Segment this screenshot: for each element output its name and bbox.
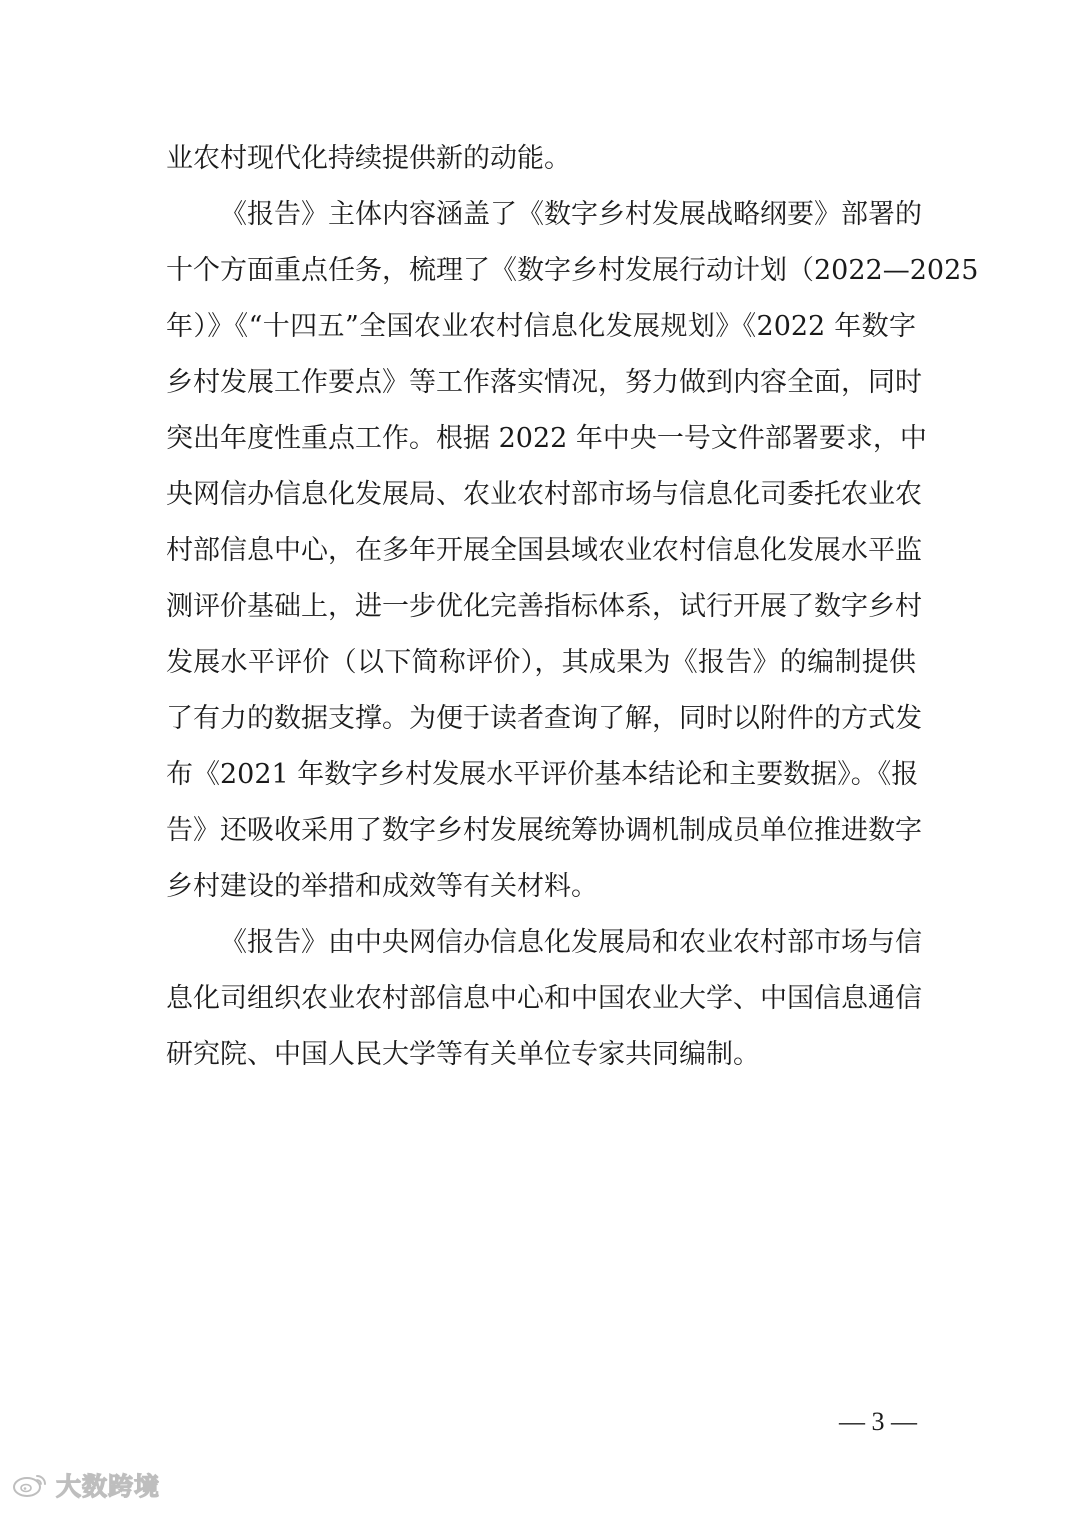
paragraph-2-line-7: 村部信息中心，在多年开展全国县域农业农村信息化发展水平监 xyxy=(166,535,922,566)
watermark xyxy=(10,1468,160,1502)
paragraph-2-line-9: 发展水平评价（以下简称评价），其成果为《报告》的编制提供 xyxy=(166,647,916,678)
paragraph-2-line-13: 乡村建设的举措和成效等有关材料。 xyxy=(166,871,598,902)
paragraph-2-line-12: 告》还吸收采用了数字乡村发展统筹协调机制成员单位推进数字 xyxy=(166,815,922,846)
paragraph-1-line-1: 业农村现代化持续提供新的动能。 xyxy=(166,143,571,174)
paragraph-2-line-8: 测评价基础上，进一步优化完善指标体系，试行开展了数字乡村 xyxy=(166,591,922,622)
paragraph-3-line-1: 《报告》由中央网信办信息化发展局和农业农村部市场与信 xyxy=(220,927,922,958)
paragraph-2-line-11: 布《2021 年数字乡村发展水平评价基本结论和主要数据》。《报 xyxy=(166,759,919,790)
page-number: — 3 — xyxy=(839,1407,917,1436)
weibo-logo-icon xyxy=(10,1472,50,1498)
paragraph-3-line-2: 息化司组织农业农村部信息中心和中国农业大学、中国信息通信 xyxy=(166,983,922,1014)
paragraph-2-line-3: 年）》《“十四五”全国农业农村信息化发展规划》《2022 年数字 xyxy=(166,311,916,342)
paragraph-2-line-2: 十个方面重点任务，梳理了《数字乡村发展行动计划（2022—2025 xyxy=(166,255,979,286)
paragraph-2-line-6: 央网信办信息化发展局、农业农村部市场与信息化司委托农业农 xyxy=(166,479,922,510)
paragraph-2-line-5: 突出年度性重点工作。根据 2022 年中央一号文件部署要求，中 xyxy=(166,423,927,454)
paragraph-2-line-10: 了有力的数据支撑。为便于读者查询了解，同时以附件的方式发 xyxy=(166,703,922,734)
paragraph-2-line-1: 《报告》主体内容涵盖了《数字乡村发展战略纲要》部署的 xyxy=(220,199,922,230)
paragraph-2-line-4: 乡村发展工作要点》等工作落实情况，努力做到内容全面，同时 xyxy=(166,367,922,398)
watermark-text: 大数跨境 xyxy=(56,1472,161,1501)
paragraph-3-line-3: 研究院、中国人民大学等有关单位专家共同编制。 xyxy=(166,1039,760,1070)
